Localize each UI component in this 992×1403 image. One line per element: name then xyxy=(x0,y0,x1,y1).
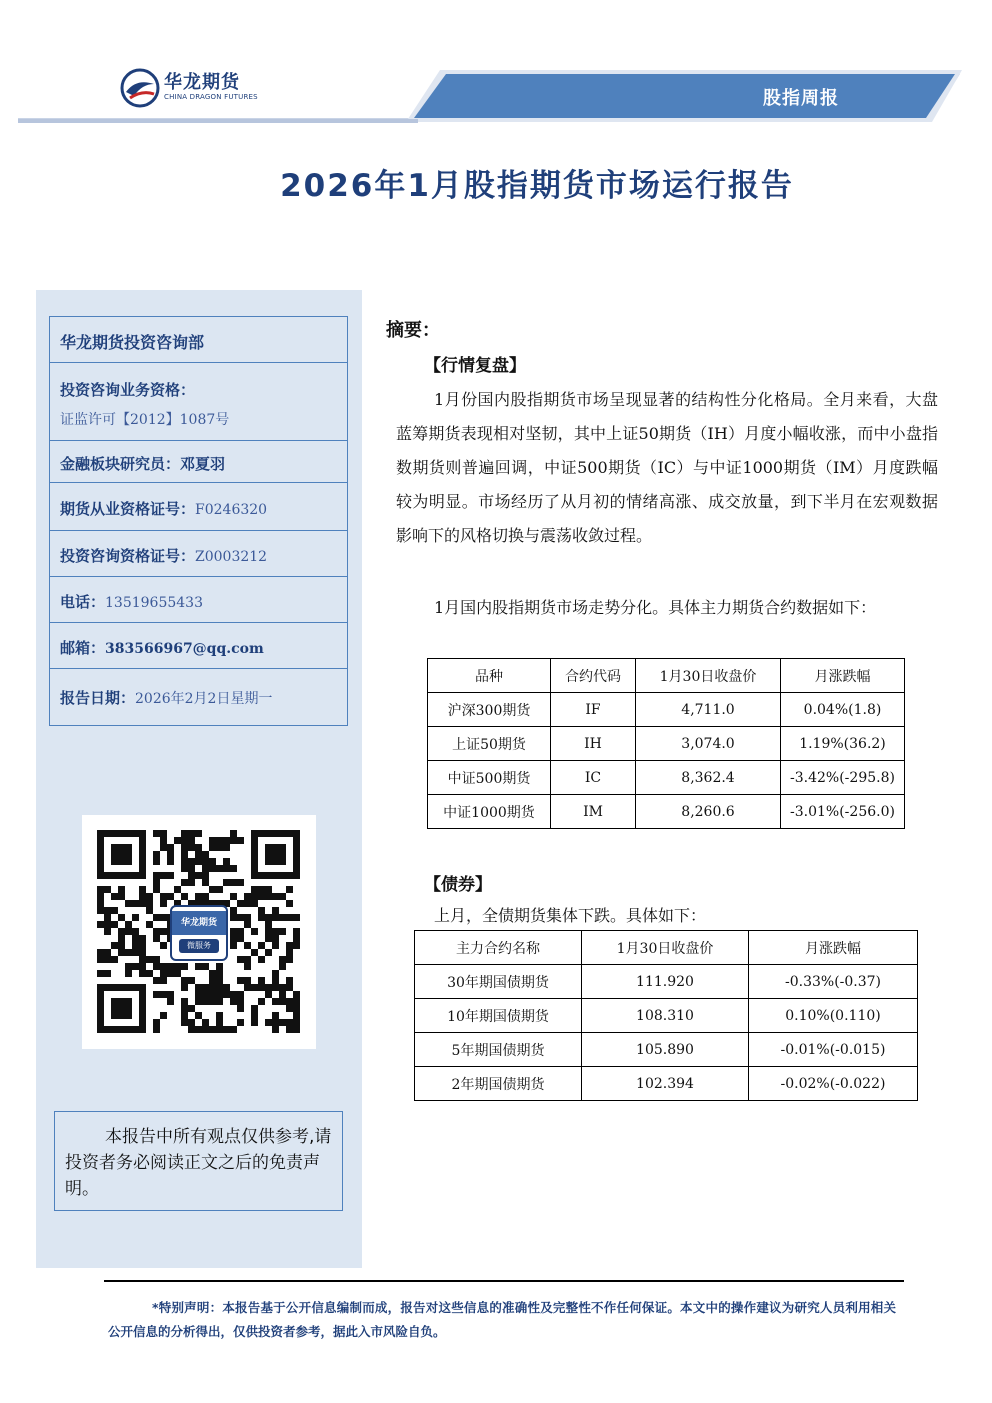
abstract-heading: 摘要： xyxy=(386,320,440,341)
table-cell: IF xyxy=(551,693,636,727)
company-logo xyxy=(120,66,270,110)
table-cell: -0.01%(-0.015) xyxy=(749,1033,918,1067)
futures-cert-row xyxy=(50,483,347,531)
disclaimer-notice-box xyxy=(54,1111,343,1211)
table-row xyxy=(415,1033,918,1067)
table-cell: 102.394 xyxy=(582,1067,749,1101)
table-cell: 0.10%(0.110) xyxy=(749,999,918,1033)
email-label: 邮箱： xyxy=(60,639,106,657)
table-row xyxy=(428,795,905,829)
wechat-qr-code xyxy=(82,815,316,1049)
advisory-cert-label: 投资咨询资格证号： xyxy=(60,547,196,565)
table-cell: 1.19%(36.2) xyxy=(781,727,905,761)
table-row xyxy=(428,761,905,795)
report-date-value: 2026年2月2日星期一 xyxy=(135,691,273,707)
phone-value: 13519655433 xyxy=(105,595,203,611)
table-row xyxy=(428,727,905,761)
department-name: 华龙期货投资咨询部 xyxy=(60,333,205,352)
market-review-heading: 【行情复盘】 xyxy=(424,356,526,376)
table-row xyxy=(415,999,918,1033)
qualification-value: 证监许可【2012】1087号 xyxy=(60,412,230,428)
bonds-heading: 【债券】 xyxy=(424,875,492,895)
table-row xyxy=(428,693,905,727)
table-cell: 30年期国债期货 xyxy=(415,965,582,999)
table-cell: 111.920 xyxy=(582,965,749,999)
table-cell: 108.310 xyxy=(582,999,749,1033)
market-trend-paragraph: 1月国内股指期货市场走势分化。具体主力期货合约数据如下： xyxy=(434,598,877,617)
column-header: 1月30日收盘价 xyxy=(636,659,781,693)
page-title: 2026年1月股指期货市场运行报告 xyxy=(280,168,794,204)
table-cell: -3.01%(-256.0) xyxy=(781,795,905,829)
column-header: 品种 xyxy=(428,659,551,693)
table-cell: -0.02%(-0.022) xyxy=(749,1067,918,1101)
table-cell: IM xyxy=(551,795,636,829)
table-cell: 4,711.0 xyxy=(636,693,781,727)
table-cell: 2年期国债期货 xyxy=(415,1067,582,1101)
column-header: 合约代码 xyxy=(551,659,636,693)
table-row xyxy=(415,1067,918,1101)
phone-row xyxy=(50,577,347,623)
footer-divider xyxy=(104,1280,904,1282)
advisory-cert-value: Z0003212 xyxy=(195,549,268,565)
table-cell: 沪深300期货 xyxy=(428,693,551,727)
dragon-logo-icon xyxy=(120,68,160,108)
table-cell: IC xyxy=(551,761,636,795)
futures-cert-label: 期货从业资格证号： xyxy=(60,500,196,518)
bonds-paragraph: 上月，全债期货集体下跌。具体如下： xyxy=(434,906,707,925)
bond-data-table xyxy=(414,930,918,1101)
futures-cert-value: F0246320 xyxy=(195,502,268,518)
table-header-row xyxy=(415,931,918,965)
qr-center-badge xyxy=(170,905,228,961)
table-header-row xyxy=(428,659,905,693)
researcher-row xyxy=(50,441,347,483)
researcher-label: 金融板块研究员：邓夏羽 xyxy=(60,455,226,473)
table-cell: 5年期国债期货 xyxy=(415,1033,582,1067)
table-cell: 10年期国债期货 xyxy=(415,999,582,1033)
logo-english-name: CHINA DRAGON FUTURES xyxy=(164,93,258,101)
disclaimer-notice-text: 本报告中所有观点仅供参考,请投资者务必阅读正文之后的免责声明。 xyxy=(65,1127,332,1199)
table-cell: -3.42%(-295.8) xyxy=(781,761,905,795)
table-cell: 3,074.0 xyxy=(636,727,781,761)
column-header: 主力合约名称 xyxy=(415,931,582,965)
special-statement: *特别声明：本报告基于公开信息编制而成，报告对这些信息的准确性及完整性不作任何保证。本文中的操作建议为研究人员利用相关公开信息的分析得出，仅供投资者参考，据此入市风险自负。 xyxy=(108,1300,896,1339)
futures-data-table xyxy=(427,658,905,829)
table-cell: 0.04%(1.8) xyxy=(781,693,905,727)
table-cell: IH xyxy=(551,727,636,761)
email-row xyxy=(50,623,347,669)
table-cell: 105.890 xyxy=(582,1033,749,1067)
qr-badge-subtitle: 微服务 xyxy=(187,941,211,950)
table-cell: 8,260.6 xyxy=(636,795,781,829)
column-header: 1月30日收盘价 xyxy=(582,931,749,965)
analyst-info-box xyxy=(49,316,348,726)
market-review-paragraph: 1月份国内股指期货市场呈现显著的结构性分化格局。全月来看，大盘蓝筹期货表现相对坚韧，其中上证50期货（IH）月度小幅收涨，而中小盘指数期货则普遍回调，中证500期货（IC）与中证1000期货（IM）月度跌幅较为明显。市场经历了从月初的情绪高涨、成交放量，到下半月在宏观数据影响下的风格切换与震荡收敛过程。 xyxy=(396,390,938,545)
qualification-label: 投资咨询业务资格： xyxy=(60,381,196,399)
report-date-row xyxy=(50,669,347,725)
column-header: 月涨跌幅 xyxy=(781,659,905,693)
table-cell: 8,362.4 xyxy=(636,761,781,795)
table-cell: -0.33%(-0.37) xyxy=(749,965,918,999)
email-value[interactable]: 383566967@qq.com xyxy=(105,641,264,657)
qualification-row xyxy=(50,363,347,441)
table-row xyxy=(415,965,918,999)
advisory-cert-row xyxy=(50,531,347,577)
table-cell: 上证50期货 xyxy=(428,727,551,761)
qr-badge-title: 华龙期货 xyxy=(180,918,217,928)
report-date-label: 报告日期： xyxy=(60,689,136,707)
logo-chinese-name: 华龙期货 xyxy=(164,72,240,93)
table-cell: 中证1000期货 xyxy=(428,795,551,829)
phone-label: 电话： xyxy=(60,593,106,611)
department-row xyxy=(50,317,347,363)
column-header: 月涨跌幅 xyxy=(749,931,918,965)
table-cell: 中证500期货 xyxy=(428,761,551,795)
report-type-label: 股指周报 xyxy=(763,88,839,109)
